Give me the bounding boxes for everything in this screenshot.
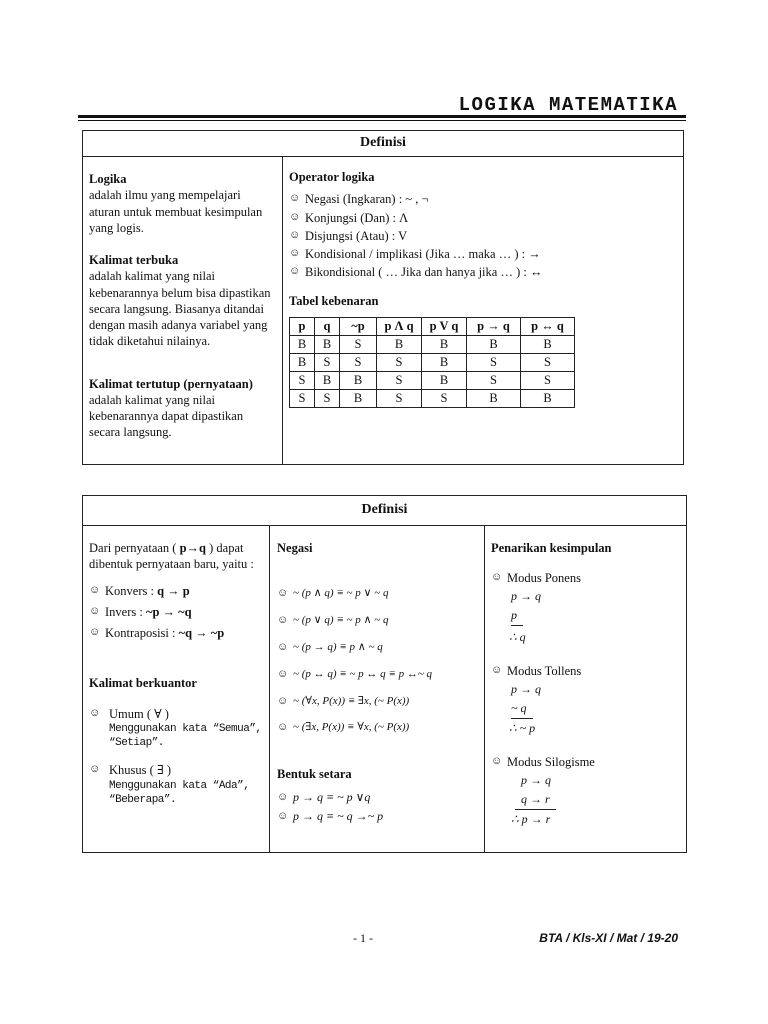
truth-table-cell: B — [467, 335, 521, 353]
truth-table-row — [290, 335, 575, 353]
truth-table-cell: B — [340, 389, 377, 407]
truth-table-cell: B — [422, 371, 467, 389]
truth-table-cell: S — [315, 389, 340, 407]
desc-kalimat-tertutup: adalah kalimat yang nilai kebenarannya dapat dipastikan secara langsung. — [89, 392, 244, 440]
definition-box-1 — [82, 130, 684, 465]
ponens-premise-2: p — [511, 608, 683, 626]
tollens-conclusion: ∴ ~ p — [509, 720, 536, 735]
ponens-premise-1: p → q — [511, 588, 541, 603]
smiley-bullet-icon: ☺ — [277, 695, 289, 708]
silogisme-premise-2: q → r — [515, 792, 683, 810]
truth-table-cell: S — [467, 371, 521, 389]
truth-table-cell: B — [521, 335, 575, 353]
smiley-bullet-icon: ☺ — [89, 604, 101, 617]
smiley-bullet-icon: ☺ — [277, 641, 289, 654]
table-header-cell: p ↔ q — [521, 317, 575, 335]
header-rule-thin — [78, 120, 686, 121]
table-header-cell: p — [290, 317, 315, 335]
truth-table-row — [290, 371, 575, 389]
box1-right-column — [289, 169, 679, 464]
kuantor-umum: ☺ Umum ( ∀ ) Menggunakan kata “Semua”, “Setiap”. — [89, 706, 262, 750]
truth-table-cell: S — [377, 389, 422, 407]
truth-table-header-row — [290, 317, 575, 335]
smiley-bullet-icon: ☺ — [277, 721, 289, 734]
document-code: BTA / Kls-XI / Mat / 19-20 — [539, 931, 678, 945]
smiley-bullet-icon: ☺ — [491, 571, 503, 584]
truth-table-cell: B — [340, 371, 377, 389]
implication-intro: Dari pernyataan ( p→q ) dapat dibentuk pernyataan baru, yaitu : — [89, 541, 254, 572]
definition-box-2 — [82, 495, 687, 853]
term-kalimat-terbuka: Kalimat terbuka — [89, 253, 179, 267]
truth-table-cell: S — [377, 371, 422, 389]
smiley-bullet-icon: ☺ — [277, 791, 289, 804]
truth-table-cell: S — [377, 353, 422, 371]
smiley-bullet-icon: ☺ — [89, 626, 101, 638]
table-header-cell: p Λ q — [377, 317, 422, 335]
smiley-bullet-icon: ☺ — [277, 668, 289, 681]
truth-table-cell: B — [422, 335, 467, 353]
box2-col-converse — [89, 540, 264, 852]
operator-item: ☺ Disjungsi (Atau) : V — [289, 228, 408, 243]
truth-table-cell: B — [315, 371, 340, 389]
negasi-formula: ☺ ~ (p ∨ q) ≡ ~ p ∧ ~ q — [277, 614, 389, 627]
box2-heading: Definisi — [83, 496, 686, 526]
kesimpulan-heading: Penarikan kesimpulan — [491, 541, 612, 555]
truth-table-cell: B — [422, 353, 467, 371]
negasi-formula: ☺ ~ (p ↔ q) ≡ ~ p ↔ q ≡ p ↔~ q — [277, 668, 433, 681]
invers-item: ☺ Invers : ~p → ~q — [89, 604, 192, 619]
negasi-heading: Negasi — [277, 541, 313, 555]
truth-table-cell: S — [521, 353, 575, 371]
konvers-item: ☺ Konvers : q → p — [89, 583, 190, 598]
truth-table-cell: S — [521, 371, 575, 389]
smiley-bullet-icon: ☺ — [491, 755, 503, 768]
table-header-cell: p V q — [422, 317, 467, 335]
truth-table-cell: B — [290, 335, 315, 353]
kontraposisi-item: ☺ Kontraposisi : ~q → ~p — [89, 626, 225, 640]
term-kalimat-tertutup: Kalimat tertutup (pernyataan) — [89, 376, 253, 391]
truth-table-cell: B — [521, 389, 575, 407]
truth-table-cell: S — [422, 389, 467, 407]
desc-kalimat-terbuka: adalah kalimat yang nilai kebenarannya belum bisa dipastikan secara langsung. Biasanya ditandai dengan masih adanya variabel yang tidak diketahui nilainya. — [89, 269, 271, 349]
desc-logika: adalah ilmu yang mempelajari aturan untuk membuat kesimpulan yang logis. — [89, 188, 263, 235]
operator-item: ☺ Kondisional / implikasi (Jika … maka … ) : → — [289, 247, 541, 261]
truth-table-cell: B — [467, 389, 521, 407]
smiley-bullet-icon: ☺ — [289, 192, 301, 205]
operator-item: ☺ Konjungsi (Dan) : Λ — [289, 210, 409, 225]
box2-col-negasi — [277, 540, 477, 852]
page-title: LOGIKA MATEMATIKA — [458, 94, 678, 116]
truth-table-cell: S — [315, 353, 340, 371]
truth-table-cell: S — [340, 335, 377, 353]
modus-ponens: ☺ Modus Ponens — [491, 571, 581, 586]
table-header-cell: p → q — [467, 317, 521, 335]
header-rule-thick — [78, 115, 686, 118]
setara-formula: ☺ p → q ≡ ~ q →~ p — [277, 809, 384, 824]
kuantor-khusus: ☺ Khusus ( ∃ ) Menggunakan kata “Ada”, “Beberapa”. — [89, 763, 250, 806]
smiley-bullet-icon: ☺ — [289, 210, 301, 223]
setara-formula: ☺ p → q ≡ ~ p ∨q — [277, 790, 371, 805]
truth-table-cell: S — [340, 353, 377, 371]
ponens-conclusion: ∴ q — [509, 629, 526, 644]
tollens-premise-1: p → q — [511, 681, 541, 696]
kuantor-heading: Kalimat berkuantor — [89, 676, 197, 691]
truth-table-cell: S — [290, 371, 315, 389]
box1-left-column — [89, 171, 275, 464]
truth-table-row — [290, 353, 575, 371]
operator-item: ☺ Negasi (Ingkaran) : ~ , ¬ — [289, 192, 429, 207]
truth-table-row — [290, 389, 575, 407]
modus-silogisme: ☺ Modus Silogisme — [491, 755, 595, 770]
smiley-bullet-icon: ☺ — [289, 265, 301, 278]
smiley-bullet-icon: ☺ — [289, 228, 301, 241]
silogisme-conclusion: ∴ p → r — [511, 811, 551, 826]
truth-table — [289, 317, 575, 408]
truth-table-cell: S — [290, 389, 315, 407]
page-number: - 1 - — [353, 931, 373, 945]
negasi-formula: ☺ ~ (∀x, P(x)) ≡ ∃x, (~ P(x)) — [277, 695, 410, 708]
tollens-premise-2: ~ q — [511, 701, 683, 719]
smiley-bullet-icon: ☺ — [289, 247, 301, 259]
modus-tollens: ☺ Modus Tollens — [491, 664, 582, 679]
box1-heading: Definisi — [83, 131, 683, 157]
box1-divider — [282, 157, 283, 464]
operator-heading: Operator logika — [289, 170, 375, 184]
smiley-bullet-icon: ☺ — [89, 706, 101, 719]
truth-table-cell: S — [467, 353, 521, 371]
table-header-cell: q — [315, 317, 340, 335]
box2-divider-1 — [269, 526, 270, 852]
term-logika: Logika — [89, 172, 127, 186]
smiley-bullet-icon: ☺ — [277, 614, 289, 627]
truth-table-cell: B — [290, 353, 315, 371]
smiley-bullet-icon: ☺ — [277, 810, 289, 823]
smiley-bullet-icon: ☺ — [89, 763, 101, 776]
silogisme-premise-1: p → q — [521, 772, 551, 787]
smiley-bullet-icon: ☺ — [89, 583, 101, 596]
smiley-bullet-icon: ☺ — [277, 587, 289, 600]
table-header-cell: ~p — [340, 317, 377, 335]
box2-col-kesimpulan — [491, 540, 683, 852]
negasi-formula: ☺ ~ (p → q) ≡ p ∧ ~ q — [277, 641, 383, 654]
negasi-formula: ☺ ~ (∃x, P(x)) ≡ ∀x, (~ P(x)) — [277, 721, 410, 734]
truth-table-cell: B — [315, 335, 340, 353]
truth-table-heading: Tabel kebenaran — [289, 293, 379, 308]
setara-heading: Bentuk setara — [277, 767, 352, 782]
operator-item: ☺ Bikondisional ( … Jika dan hanya jika … ) : ↔ — [289, 265, 543, 280]
smiley-bullet-icon: ☺ — [491, 664, 503, 677]
box2-divider-2 — [484, 526, 485, 852]
negasi-formula: ☺ ~ (p ∧ q) ≡ ~ p ∨ ~ q — [277, 587, 389, 600]
truth-table-cell: B — [377, 335, 422, 353]
